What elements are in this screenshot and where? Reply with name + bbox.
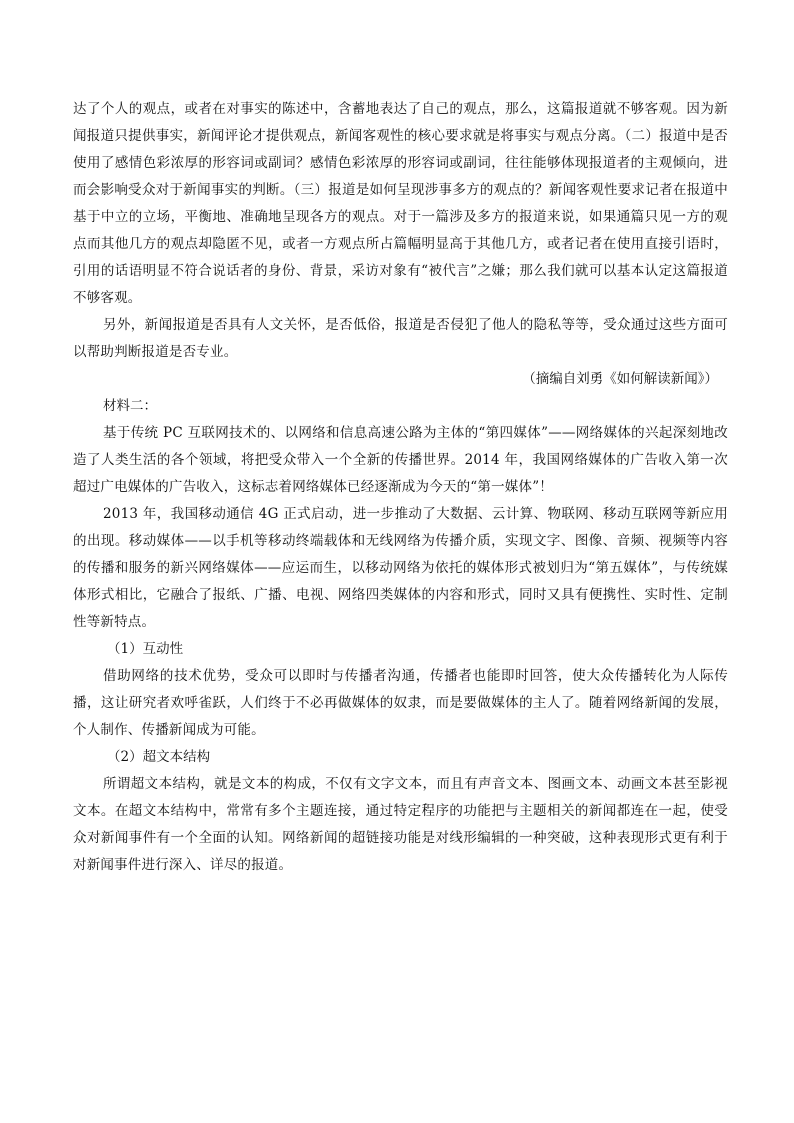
paragraph-fourth-media: 基于传统 PC 互联网技术的、以网络和信息高速公路为主体的“第四媒体”——网络媒体的兴起深刻地改造了人类生活的各个领域，将把受众带入一个全新的传播世界。2014 年，我国网络媒体的广告收入第一次超过广电媒体的广告收入，这标志着网络媒体已经逐渐成为今天的“第一媒体”！: [73, 425, 728, 495]
paragraph-continuation: 达了个人的观点，或者在对事实的陈述中，含蓄地表达了自己的观点，那么，这篇报道就不够客观。因为新闻报道只提供事实，新闻评论才提供观点，新闻客观性的核心要求就是将事实与观点分离。（二）报道中是否使用了感情色彩浓厚的形容词或副词？感情色彩浓厚的形容词或副词，往往能够体现报道者的主观倾向，进而会影响受众对于新闻事实的判断。（三）报道是如何呈现涉事多方的观点的？新闻客观性要求记者在报道中基于中立的立场，平衡地、准确地呈现各方的观点。对于一篇涉及多方的报道来说，如果通篇只见一方的观点而其他几方的观点却隐匿不见，或者一方观点所占篇幅明显高于其他几方，或者记者在使用直接引语时，引用的话语明显不符合说话者的身份、背景，采访对象有“被代言”之嫌；那么我们就可以基本认定这篇报道不够客观。: [73, 101, 728, 306]
material-two-label: 材料二：: [103, 398, 157, 414]
section-heading-interactivity: （1）互动性: [107, 641, 184, 657]
document-body: [73, 96, 728, 879]
paragraph-additional: 另外，新闻报道是否具有人文关怀，是否低俗，报道是否侵犯了他人的隐私等等，受众通过这些方面可以帮助判断报道是否专业。: [73, 317, 728, 360]
paragraph-hypertext: 所谓超文本结构，就是文本的构成，不仅有文字文本，而且有声音文本、图画文本、动画文本甚至影视文本。在超文本结构中，常常有多个主题连接，通过特定程序的功能把与主题相关的新闻都连在一起，使受众对新闻事件有一个全面的认知。网络新闻的超链接功能是对线形编辑的一种突破，这种表现形式更有利于对新闻事件进行深入、详尽的报道。: [73, 776, 728, 873]
source-attribution: （摘编自刘勇《如何解读新闻》）: [522, 371, 718, 387]
paragraph-fifth-media: 2013 年，我国移动通信 4G 正式启动，进一步推动了大数据、云计算、物联网、移动互联网等新应用的出现。移动媒体——以手机等移动终端载体和无线网络为传播介质，实现文字、图像、音频、视频等内容的传播和服务的新兴网络媒体——应运而生，以移动网络为依托的媒体形式被划归为“第五媒体”，与传统媒体形式相比，它融合了报纸、广播、电视、网络四类媒体的内容和形式，同时又具有便携性、实时性、定制性等新特点。: [73, 506, 728, 630]
section-heading-hypertext: （2）超文本结构: [107, 749, 211, 765]
paragraph-interactivity: 借助网络的技术优势，受众可以即时与传播者沟通，传播者也能即时回答，使大众传播转化为人际传播，这让研究者欢呼雀跃，人们终于不必再做媒体的奴隶，而是要做媒体的主人了。随着网络新闻的发展，个人制作、传播新闻成为可能。: [73, 668, 728, 738]
